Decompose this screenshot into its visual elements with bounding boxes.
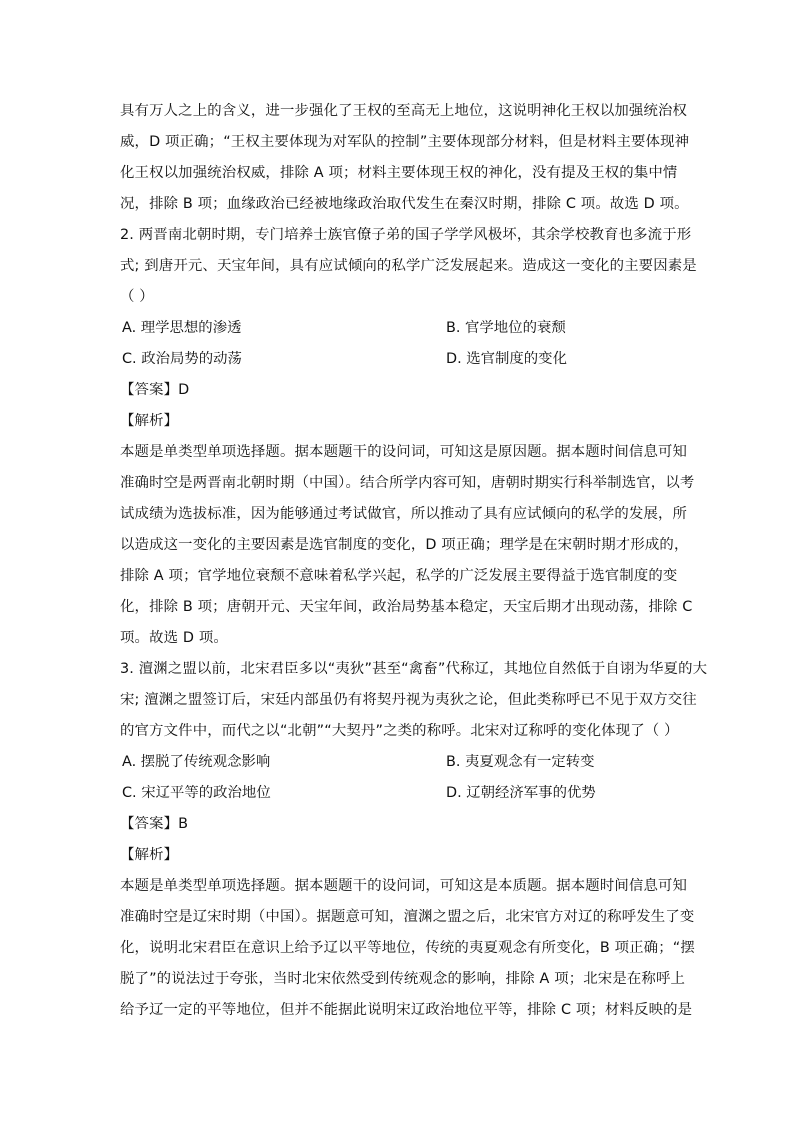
text-line: 本题是单类型单项选择题。据本题题干的设问词，可知这是本质题。据本题时间信息可知 xyxy=(120,878,688,894)
text-line: 试成绩为选拔标准，因为能够通过考试做官，所以推动了具有应试倾向的私学的发展，所 xyxy=(120,506,688,522)
question-2 xyxy=(120,220,697,654)
text-line: 具有万人之上的含义，进一步强化了王权的至高无上地位，这说明神化王权以加强统治权 xyxy=(120,103,688,119)
text-line: 化，排除 B 项；唐朝开元、天宝年间，政治局势基本稳定，天宝后期才出现动荡，排除 C xyxy=(120,599,693,615)
text-line: 况，排除 B 项；血缘政治已经被地缘政治取代发生在秦汉时期，排除 C 项。故选 D 项。 xyxy=(120,196,689,212)
options-row xyxy=(120,344,680,375)
text-line: 给予辽一定的平等地位，但并不能据此说明宋辽政治地位平等，排除 C 项；材料反映的是 xyxy=(120,1002,693,1018)
text-line: 化，说明北宋君臣在意识上给予辽以平等地位，传统的夷夏观念有所变化，B 项正确；“摆 xyxy=(120,940,695,956)
question-stem-line: 的官方文件中，而代之以“北朝”“大契丹”之类的称呼。北宋对辽称呼的变化体现了（ ） xyxy=(120,723,679,739)
text-line: 以造成这一变化的主要因素是选官制度的变化，D 项正确；理学是在宋朝时期才形成的， xyxy=(120,537,689,553)
text-line: 化王权以加强统治权威，排除 A 项；材料主要体现王权的神化，没有提及王权的集中情 xyxy=(120,165,678,181)
text-line: 准确时空是辽宋时期（中国）。据题意可知，澶渊之盟之后，北宋官方对辽的称呼发生了变 xyxy=(120,909,695,925)
analysis-label: 【解析】 xyxy=(120,847,179,863)
question-stem-line: （ ） xyxy=(120,289,154,305)
previous-analysis-continuation xyxy=(120,96,690,220)
option-a: A. 摆脱了传统观念影响 xyxy=(122,754,271,770)
options-row xyxy=(120,747,680,778)
option-b: B. 夷夏观念有一定转变 xyxy=(446,754,595,770)
options-row xyxy=(120,313,680,344)
text-line: 脱了”的说法过于夸张，当时北宋依然受到传统观念的影响，排除 A 项；北宋是在称呼上 xyxy=(120,971,686,987)
answer-label: 【答案】B xyxy=(120,816,189,832)
question-3 xyxy=(120,654,708,1026)
option-d: D. 选官制度的变化 xyxy=(446,351,567,367)
question-stem-line: 3. 澶渊之盟以前，北宋君臣多以“夷狄”甚至“禽畜”代称辽，其地位自然低于自诩为华夏的大 xyxy=(120,661,708,677)
text-line: 本题是单类型单项选择题。据本题题干的设问词，可知这是原因题。据本题时间信息可知 xyxy=(120,444,688,460)
text-line: 排除 A 项；官学地位衰颓不意味着私学兴起，私学的广泛发展主要得益于选官制度的变 xyxy=(120,568,678,584)
question-stem-line: 式; 到唐开元、天宝年间，具有应试倾向的私学广泛发展起来。造成这一变化的主要因素是 xyxy=(120,258,697,274)
option-c: C. 宋辽平等的政治地位 xyxy=(122,785,271,801)
analysis-label: 【解析】 xyxy=(120,413,179,429)
text-line: 威，D 项正确；“王权主要体现为对军队的控制”主要体现部分材料，但是材料主要体现神 xyxy=(120,134,690,150)
text-line: 准确时空是两晋南北朝时期（中国）。结合所学内容可知，唐朝时期实行科举制选官，以考 xyxy=(120,475,695,491)
text-line: 项。故选 D 项。 xyxy=(120,630,228,646)
option-b: B. 官学地位的衰颓 xyxy=(446,320,566,336)
document-body xyxy=(120,96,708,1026)
question-stem-line: 宋; 澶渊之盟签订后，宋廷内部虽仍有将契丹视为夷狄之论，但此类称呼已不见于双方交往 xyxy=(120,692,697,708)
analysis-text xyxy=(120,871,695,1026)
option-a: A. 理学思想的渗透 xyxy=(122,320,242,336)
question-stem-line: 2. 两晋南北朝时期，专门培养士族官僚子弟的国子学学风极坏，其余学校教育也多流于形 xyxy=(120,227,692,243)
analysis-text xyxy=(120,437,695,654)
options-row xyxy=(120,778,680,809)
answer-label: 【答案】D xyxy=(120,382,190,398)
option-c: C. 政治局势的动荡 xyxy=(122,351,242,367)
option-d: D. 辽朝经济军事的优势 xyxy=(446,785,596,801)
